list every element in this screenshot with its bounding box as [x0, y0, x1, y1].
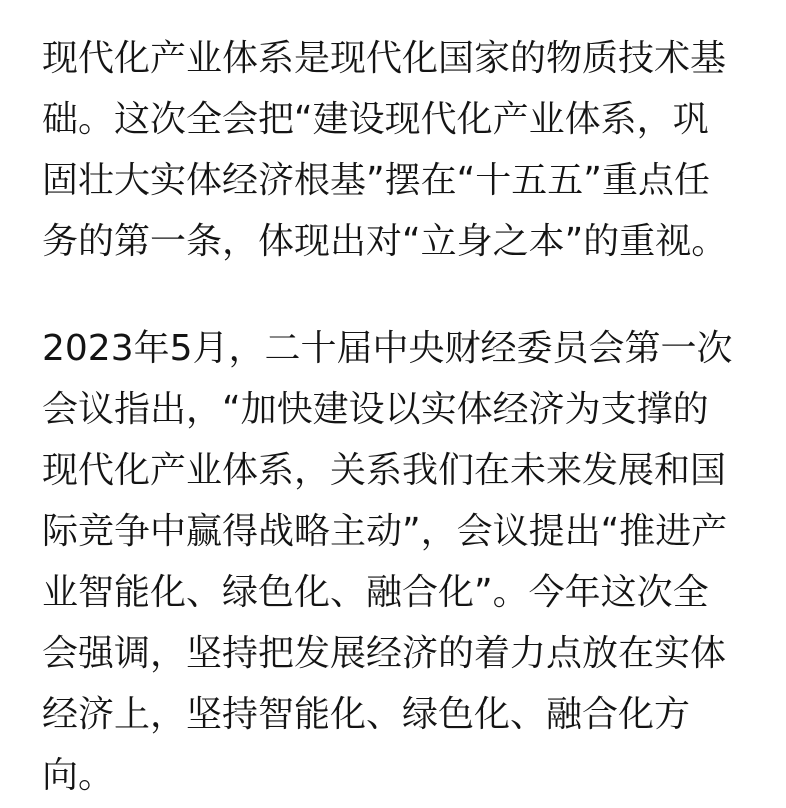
paragraph-spacer: [42, 272, 786, 318]
paragraph-line: 际竞争中赢得战略主动”，会议提出“推进产: [42, 511, 728, 552]
paragraph-line: 经济上，坚持智能化、绿色化、融合化方: [42, 694, 691, 735]
paragraph-line: 会强调，坚持把发展经济的着力点放在实体: [42, 633, 727, 674]
paragraph-2: [42, 318, 786, 806]
paragraph-line: 2023年5月，二十届中央财经委员会第一次: [42, 328, 733, 369]
paragraph-line: 固壮大实体经济根基”摆在“十五五”重点任: [42, 160, 710, 201]
paragraph-line: 业智能化、绿色化、融合化”。今年这次全: [42, 572, 709, 613]
paragraph-line: 现代化产业体系，关系我们在未来发展和国: [42, 450, 727, 491]
paragraph-line: 现代化产业体系是现代化国家的物质技术基: [42, 38, 727, 79]
paragraph-1: [42, 28, 786, 272]
paragraph-line: 向。: [42, 755, 115, 796]
paragraph-line: 务的第一条，体现出对“立身之本”的重视。: [42, 221, 728, 262]
paragraph-line: 会议指出，“加快建设以实体经济为支撑的: [42, 389, 709, 430]
paragraph-line: 础。这次全会把“建设现代化产业体系，巩: [42, 99, 709, 140]
